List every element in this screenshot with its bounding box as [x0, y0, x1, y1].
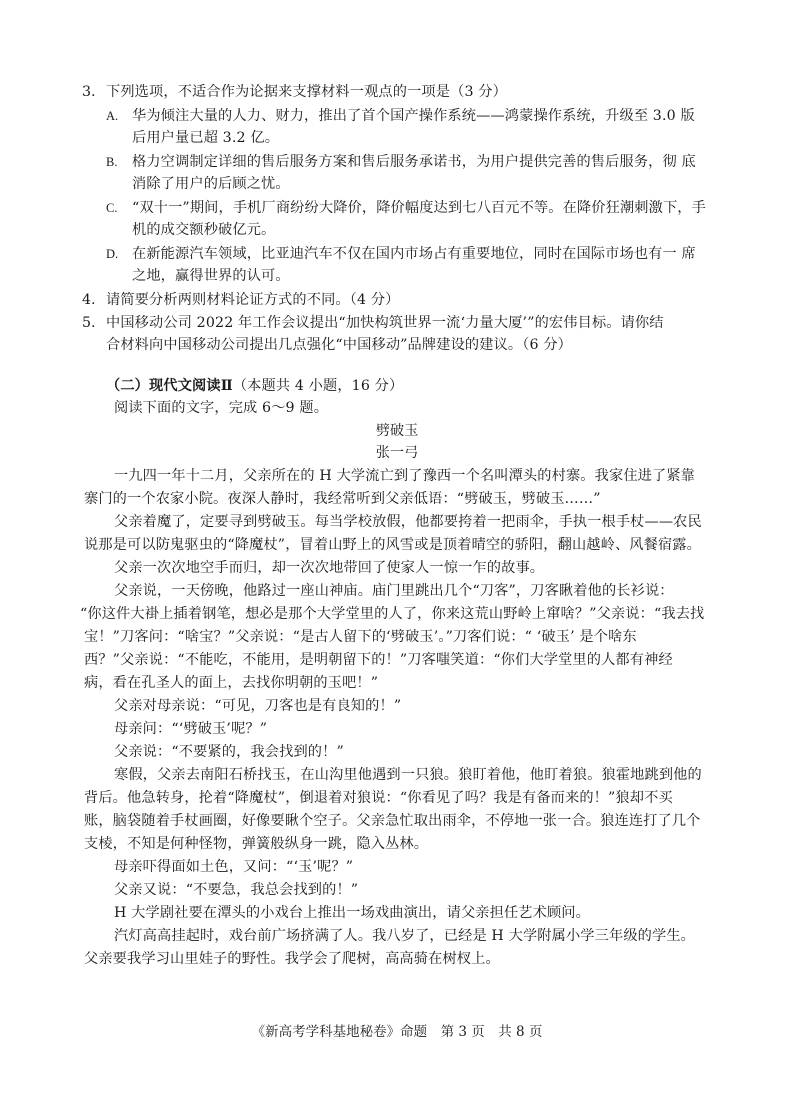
q5-number: 5.	[82, 315, 96, 331]
story-line: 母亲吓得面如土色，又问：“‘玉’呢？”	[114, 859, 354, 875]
section-heading-bold: （二）现代文阅读Ⅱ	[106, 378, 233, 394]
q3-option-c-line1: “双十一”期间，手机厂商纷纷大降价，降价幅度达到七八百元不等。在降价狂潮刺激下，手	[132, 200, 706, 216]
q5-line1: 中国移动公司 2022 年工作会议提出“加快构筑世界一流‘力量大厦’”的宏伟目标。请你结	[106, 315, 664, 331]
q3-option-a-line1: 华为倾注大量的人力、财力，推出了首个国产操作系统——鸿蒙操作系统，升级至 3.0 版	[132, 108, 695, 124]
q3-option-d-line2: 之地，赢得世界的认可。	[132, 268, 290, 284]
story-line: 账，脑袋随着手杖画圈，好像要瞅个空子。父亲急忙取出雨伞，不停地一张一合。狼连连打了几个	[84, 813, 701, 829]
story-line: 母亲问：“‘劈破玉’呢？”	[114, 721, 268, 737]
section-heading-rest: （本题共 4 小题，16 分）	[232, 378, 404, 394]
story-line: 说那是可以防鬼驱虫的“降魔杖”，冒着山野上的风雪或是顶着晴空的骄阳，翻山越岭、风餐宿露。	[84, 537, 701, 553]
story-line: 父亲要我学习山里娃子的野性。我学会了爬树，高高骑在树杈上。	[84, 951, 500, 967]
story-line: 西？”父亲说：“不能吃，不能用，是明朝留下的！”刀客嗤笑道：“你们大学堂里的人都有神经	[84, 652, 673, 668]
story-author: 张一弓	[375, 445, 419, 461]
story-line: “你这件大褂上插着钢笔，想必是那个大学堂里的人了，你来这荒山野岭上窜啥？”父亲说：“我去找	[80, 606, 705, 622]
q4-text: 请简要分析两则材料论证方式的不同。（4 分）	[106, 292, 400, 308]
story-line: 父亲着魔了，定要寻到劈破玉。每当学校放假，他都要挎着一把雨伞，手执一根手杖——农民	[114, 514, 702, 530]
q5-line2: 合材料向中国移动公司提出几点强化“中国移动”品牌建设的建议。（6 分）	[106, 337, 573, 353]
story-line: 宝！”刀客问：“啥宝？”父亲说：“是古人留下的‘劈破玉’。”刀客们说：“ ‘破玉’ 是个啥东	[84, 629, 637, 645]
q3-option-b-line2: 消除了用户的后顾之忧。	[132, 176, 290, 192]
story-line: 汽灯高高挂起时，戏台前广场挤满了人。我八岁了，已经是 H 大学附属小学三年级的学生。	[114, 928, 696, 944]
story-line: 父亲一次次地空手而归，却一次次地带回了使家人一惊一乍的故事。	[114, 560, 545, 576]
q3-number: 3.	[82, 84, 96, 100]
story-line: 寒假，父亲去南阳石桥找玉，在山沟里他遇到一只狼。狼盯着他，他盯着狼。狼霍地跳到他的	[114, 767, 702, 783]
story-line: 父亲说，一天傍晚，他路过一座山神庙。庙门里跳出几个“刀客”，刀客瞅着他的长衫说：	[114, 583, 674, 599]
q3-option-b-label: B.	[106, 155, 118, 169]
page-footer: 《新高考学科基地秘卷》命题 第 3 页 共 8 页	[251, 1024, 543, 1040]
q3-option-a-line2: 后用户量已超 3.2 亿。	[132, 130, 280, 146]
q3-option-d-label: D.	[106, 247, 119, 261]
section-heading	[106, 376, 403, 396]
q3-option-c-label: C.	[106, 201, 118, 215]
story-line: 父亲说：“不要紧的，我会找到的！”	[114, 744, 344, 760]
q4-number: 4.	[82, 292, 96, 308]
story-line: 父亲又说：“不要急，我总会找到的！”	[114, 882, 359, 898]
story-line: H 大学剧社要在潭头的小戏台上推出一场戏曲演出，请父亲担任艺术顾问。	[114, 905, 590, 921]
story-title: 劈破玉	[375, 423, 419, 439]
story-line: 支棱，不知是何种怪物，弹簧般纵身一跳，隐入丛林。	[84, 836, 429, 852]
story-line: 父亲对母亲说：“可见，刀客也是有良知的！”	[114, 698, 402, 714]
q3-option-c-line2: 机的成交额秒破亿元。	[132, 222, 276, 238]
story-line: 病，看在孔圣人的面上，去找你明朝的玉吧！”	[84, 675, 379, 691]
q3-option-d-line1: 在新能源汽车领域，比亚迪汽车不仅在国内市场占有重要地位，同时在国际市场也有一 席	[132, 246, 696, 262]
story-line: 背后。他急转身，抡着“降魔杖”，倒退着对狼说：“你看见了吗？我是有备而来的！”狼却不买	[84, 790, 673, 806]
q3-stem: 下列选项，不适合作为论据来支撑材料一观点的一项是（3 分）	[106, 84, 507, 100]
section-instruction: 阅读下面的文字，完成 6～9 题。	[114, 400, 329, 416]
q3-option-b-line1: 格力空调制定详细的售后服务方案和售后服务承诺书，为用户提供完善的售后服务，彻 底	[132, 154, 696, 170]
q3-option-a-label: A.	[106, 109, 119, 123]
story-line: 一九四一年十二月，父亲所在的 H 大学流亡到了豫西一个名叫潭头的村寨。我家住进了紧靠	[114, 468, 696, 484]
story-line: 寨门的一个农家小院。夜深人静时，我经常听到父亲低语：“劈破玉，劈破玉……”	[84, 491, 601, 507]
